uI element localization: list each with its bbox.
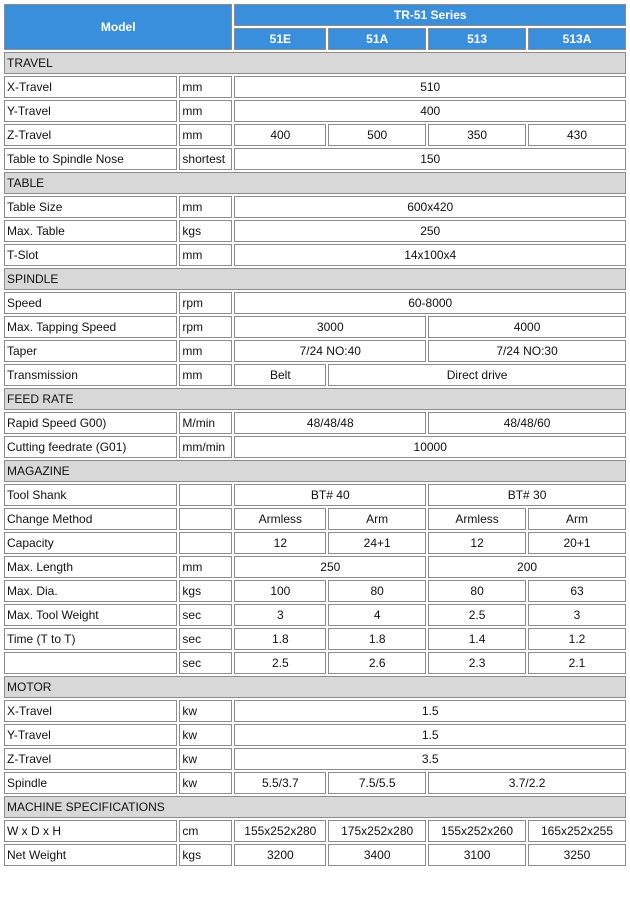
spec-value: 100 [234, 580, 326, 602]
spec-value: 3.5 [234, 748, 626, 770]
spec-label: Transmission [4, 364, 177, 386]
spec-value: 400 [234, 100, 626, 122]
spec-label: Tool Shank [4, 484, 177, 506]
series-header: TR-51 Series [234, 4, 626, 26]
spec-label: Max. Dia. [4, 580, 177, 602]
spec-value: 5.5/3.7 [234, 772, 326, 794]
spec-value: 4000 [428, 316, 626, 338]
spec-value: BT# 40 [234, 484, 426, 506]
section-heading: TRAVEL [4, 52, 626, 74]
spec-label: Spindle [4, 772, 177, 794]
spec-unit [179, 532, 232, 554]
spec-unit: sec [179, 628, 232, 650]
spec-value: Armless [428, 508, 526, 530]
spec-row [4, 340, 626, 362]
spec-value: 7/24 NO:40 [234, 340, 426, 362]
spec-row [4, 604, 626, 626]
spec-row [4, 436, 626, 458]
spec-row [4, 244, 626, 266]
section-heading: MAGAZINE [4, 460, 626, 482]
section-row [4, 268, 626, 290]
spec-unit [179, 508, 232, 530]
spec-value: 2.6 [328, 652, 426, 674]
spec-value: 200 [428, 556, 626, 578]
spec-value: 3200 [234, 844, 326, 866]
spec-unit: shortest [179, 148, 232, 170]
spec-value: 2.5 [428, 604, 526, 626]
spec-value: 63 [528, 580, 626, 602]
spec-value: 165x252x255 [528, 820, 626, 842]
spec-row [4, 508, 626, 530]
section-row [4, 52, 626, 74]
spec-label: Z-Travel [4, 748, 177, 770]
spec-row [4, 532, 626, 554]
spec-unit: kgs [179, 580, 232, 602]
spec-label: Net Weight [4, 844, 177, 866]
spec-label: Time (T to T) [4, 628, 177, 650]
spec-value: 48/48/48 [234, 412, 426, 434]
spec-label: X-Travel [4, 700, 177, 722]
spec-value: Arm [528, 508, 626, 530]
spec-label: Y-Travel [4, 724, 177, 746]
spec-value: Armless [234, 508, 326, 530]
spec-label: X-Travel [4, 76, 177, 98]
spec-row [4, 820, 626, 842]
spec-unit: rpm [179, 292, 232, 314]
section-row [4, 388, 626, 410]
spec-row [4, 748, 626, 770]
spec-unit: kw [179, 700, 232, 722]
spec-value: 150 [234, 148, 626, 170]
spec-value: 1.8 [328, 628, 426, 650]
spec-unit: kgs [179, 844, 232, 866]
spec-value: 3000 [234, 316, 426, 338]
spec-value: 7.5/5.5 [328, 772, 426, 794]
spec-value: 400 [234, 124, 326, 146]
spec-unit: rpm [179, 316, 232, 338]
model-name-header: 513A [528, 28, 626, 50]
spec-row [4, 700, 626, 722]
spec-unit: kgs [179, 220, 232, 242]
spec-value: 1.4 [428, 628, 526, 650]
spec-table [2, 2, 628, 868]
spec-label: Y-Travel [4, 100, 177, 122]
spec-value: 60-8000 [234, 292, 626, 314]
spec-value: 4 [328, 604, 426, 626]
spec-value: 3100 [428, 844, 526, 866]
spec-value: 175x252x280 [328, 820, 426, 842]
spec-value: 3400 [328, 844, 426, 866]
spec-label: Taper [4, 340, 177, 362]
section-row [4, 460, 626, 482]
spec-row [4, 292, 626, 314]
spec-value: Direct drive [328, 364, 626, 386]
spec-value: 350 [428, 124, 526, 146]
spec-label: W x D x H [4, 820, 177, 842]
spec-unit: mm [179, 76, 232, 98]
section-row [4, 796, 626, 818]
spec-row [4, 100, 626, 122]
spec-label [4, 652, 177, 674]
spec-value: 2.1 [528, 652, 626, 674]
spec-unit: mm [179, 124, 232, 146]
spec-unit: mm [179, 100, 232, 122]
section-heading: SPINDLE [4, 268, 626, 290]
spec-value: 250 [234, 556, 426, 578]
spec-row [4, 580, 626, 602]
spec-label: Max. Tapping Speed [4, 316, 177, 338]
spec-value: 10000 [234, 436, 626, 458]
spec-label: Rapid Speed G00) [4, 412, 177, 434]
spec-unit: mm/min [179, 436, 232, 458]
spec-row [4, 124, 626, 146]
spec-value: 2.5 [234, 652, 326, 674]
model-header: Model [4, 4, 232, 50]
spec-value: 430 [528, 124, 626, 146]
spec-label: Speed [4, 292, 177, 314]
spec-value: 250 [234, 220, 626, 242]
spec-value: 14x100x4 [234, 244, 626, 266]
spec-value: 3.7/2.2 [428, 772, 626, 794]
spec-label: T-Slot [4, 244, 177, 266]
model-name-header: 513 [428, 28, 526, 50]
spec-value: 20+1 [528, 532, 626, 554]
spec-value: Arm [328, 508, 426, 530]
spec-value: 12 [428, 532, 526, 554]
spec-row [4, 76, 626, 98]
spec-value: 1.5 [234, 724, 626, 746]
spec-value: 1.2 [528, 628, 626, 650]
spec-value: 7/24 NO:30 [428, 340, 626, 362]
section-heading: MACHINE SPECIFICATIONS [4, 796, 626, 818]
spec-value: 24+1 [328, 532, 426, 554]
spec-row [4, 364, 626, 386]
model-name-header: 51E [234, 28, 326, 50]
spec-label: Table Size [4, 196, 177, 218]
spec-value: 1.5 [234, 700, 626, 722]
spec-row [4, 484, 626, 506]
spec-value: 12 [234, 532, 326, 554]
header-row-series [4, 4, 626, 26]
spec-value: 48/48/60 [428, 412, 626, 434]
spec-value: BT# 30 [428, 484, 626, 506]
spec-row [4, 316, 626, 338]
spec-row [4, 220, 626, 242]
spec-unit: mm [179, 556, 232, 578]
spec-table-body [4, 4, 626, 866]
spec-value: 155x252x280 [234, 820, 326, 842]
spec-row [4, 196, 626, 218]
spec-unit: mm [179, 364, 232, 386]
spec-label: Change Method [4, 508, 177, 530]
spec-label: Capacity [4, 532, 177, 554]
section-row [4, 676, 626, 698]
spec-value: 500 [328, 124, 426, 146]
spec-value: 600x420 [234, 196, 626, 218]
spec-label: Cutting feedrate (G01) [4, 436, 177, 458]
spec-unit: mm [179, 340, 232, 362]
spec-unit: kw [179, 748, 232, 770]
spec-value: Belt [234, 364, 326, 386]
spec-row [4, 412, 626, 434]
section-heading: TABLE [4, 172, 626, 194]
section-heading: FEED RATE [4, 388, 626, 410]
spec-unit: mm [179, 196, 232, 218]
model-name-header: 51A [328, 28, 426, 50]
spec-value: 3 [528, 604, 626, 626]
spec-unit: cm [179, 820, 232, 842]
spec-label: Max. Table [4, 220, 177, 242]
spec-label: Max. Tool Weight [4, 604, 177, 626]
spec-label: Max. Length [4, 556, 177, 578]
spec-value: 80 [428, 580, 526, 602]
section-row [4, 172, 626, 194]
spec-unit [179, 484, 232, 506]
spec-value: 3250 [528, 844, 626, 866]
spec-value: 2.3 [428, 652, 526, 674]
spec-row [4, 724, 626, 746]
spec-row [4, 628, 626, 650]
spec-value: 3 [234, 604, 326, 626]
spec-row [4, 556, 626, 578]
spec-unit: mm [179, 244, 232, 266]
spec-value: 155x252x260 [428, 820, 526, 842]
section-heading: MOTOR [4, 676, 626, 698]
spec-row [4, 148, 626, 170]
spec-row [4, 652, 626, 674]
spec-value: 510 [234, 76, 626, 98]
spec-row [4, 844, 626, 866]
spec-unit: sec [179, 604, 232, 626]
spec-unit: sec [179, 652, 232, 674]
spec-row [4, 772, 626, 794]
spec-label: Table to Spindle Nose [4, 148, 177, 170]
spec-unit: kw [179, 724, 232, 746]
spec-label: Z-Travel [4, 124, 177, 146]
spec-value: 1.8 [234, 628, 326, 650]
spec-value: 80 [328, 580, 426, 602]
spec-unit: kw [179, 772, 232, 794]
spec-unit: M/min [179, 412, 232, 434]
